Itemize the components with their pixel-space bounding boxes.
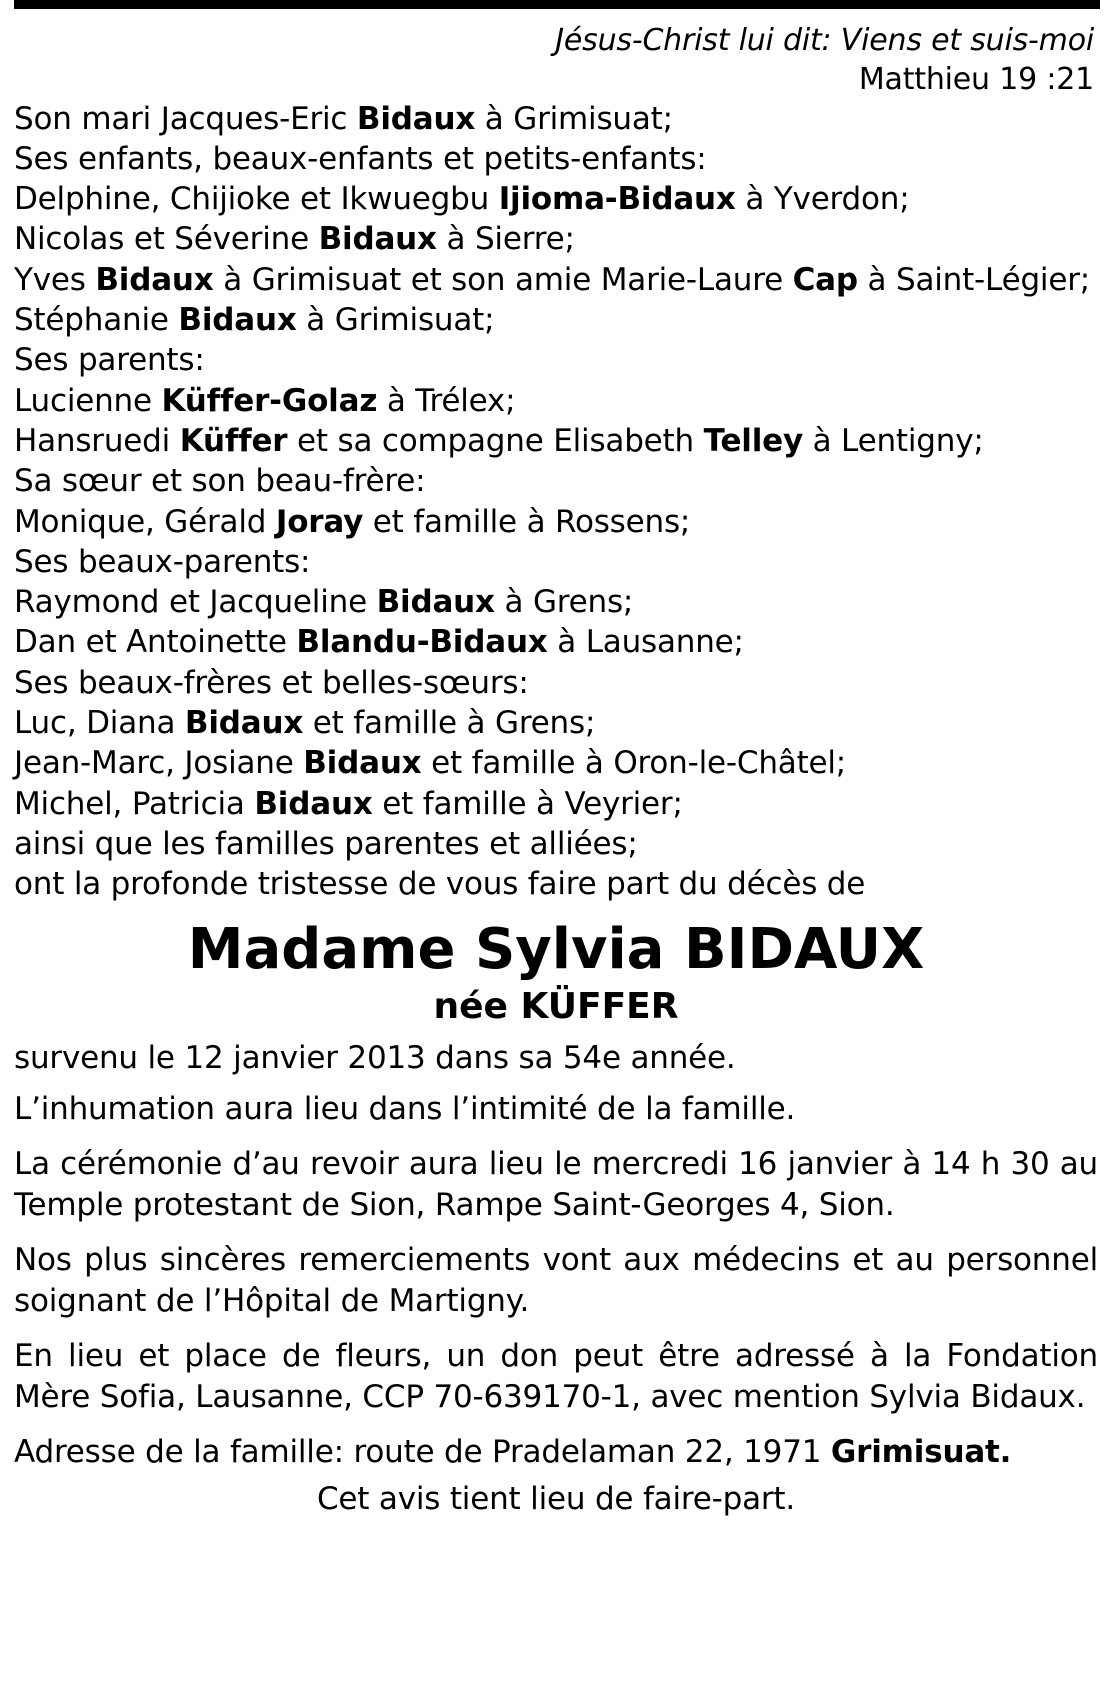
- siblings-in-law-line-1-suffix: et famille à Grens;: [303, 705, 596, 742]
- children-line-3-suffix-2: à Saint-Légier;: [857, 261, 1090, 298]
- in-laws-line-1-suffix: à Grens;: [494, 584, 634, 621]
- children-line-3: [14, 260, 1098, 300]
- footer-line: Cet avis tient lieu de faire-part.: [316, 1480, 796, 1517]
- epigraph-quote: Jésus-Christ lui dit: Viens et suis-moi: [555, 23, 1094, 58]
- in-laws-line-2-surname: Blandu-Bidaux: [296, 624, 548, 661]
- in-laws-line-1-prefix: Raymond et Jacqueline: [14, 584, 377, 621]
- donations-paragraph: En lieu et place de fleurs, un don peut être adressé à la Fondation Mère Sofia, Lausanne, CCP 70-639170-1, avec mention Sylvia Bidaux.: [14, 1337, 1098, 1415]
- children-line-2-suffix: à Sierre;: [436, 221, 575, 258]
- siblings-in-law-heading: Ses beaux-frères et belles-sœurs:: [14, 664, 529, 701]
- in-laws-line-2-prefix: Dan et Antoinette: [14, 624, 297, 661]
- children-line-2: [14, 219, 1098, 259]
- siblings-in-law-closing: ainsi que les familles parentes et alliées;: [14, 825, 638, 862]
- siblings-in-law-line-3-surname: Bidaux: [254, 785, 373, 822]
- top-rule-divider: [14, 0, 1100, 9]
- children-line-1-surname: Ijioma-Bidaux: [498, 181, 736, 218]
- in-laws-line-2: [14, 622, 1098, 662]
- children-line-3-prefix: Yves: [14, 261, 96, 298]
- husband-prefix: Son mari Jacques-Eric: [14, 100, 357, 137]
- parents-line-1-surname: Küffer-Golaz: [161, 382, 378, 419]
- parents-line-2: [14, 421, 1098, 461]
- children-line-2-prefix: Nicolas et Séverine: [14, 221, 319, 258]
- parents-line-2-prefix: Hansruedi: [14, 422, 180, 459]
- sister-line-1: [14, 502, 1098, 542]
- sister-line-1-prefix: Monique, Gérald: [14, 503, 276, 540]
- parents-line-2-suffix-2: à Lentigny;: [802, 422, 984, 459]
- siblings-in-law-line-2: [14, 743, 1098, 783]
- children-line-1-prefix: Delphine, Chijioke et Ikwuegbu: [14, 181, 499, 218]
- in-laws-line-1-surname: Bidaux: [376, 584, 495, 621]
- children-line-3-surname: Bidaux: [95, 261, 214, 298]
- deceased-name: Madame Sylvia BIDAUX: [187, 916, 925, 982]
- children-line-1: [14, 179, 1098, 219]
- children-heading: Ses enfants, beaux-enfants et petits-enfants:: [14, 140, 707, 177]
- parents-line-1: [14, 381, 1098, 421]
- death-date-line: survenu le 12 janvier 2013 dans sa 54e année.: [14, 1040, 736, 1077]
- family-address-line: [14, 1432, 1098, 1473]
- sister-line-1-suffix: et famille à Rossens;: [363, 503, 691, 540]
- children-line-1-suffix: à Yverdon;: [735, 181, 910, 218]
- children-line-4-surname: Bidaux: [178, 302, 297, 339]
- parents-line-1-suffix: à Trélex;: [377, 382, 516, 419]
- announcement-line: ont la profonde tristesse de vous faire part du décès de: [14, 866, 866, 903]
- burial-line: L’inhumation aura lieu dans l’intimité de la famille.: [14, 1091, 796, 1128]
- siblings-in-law-line-3-suffix: et famille à Veyrier;: [372, 785, 683, 822]
- children-line-3-suffix: à Grimisuat et son amie Marie-Laure: [213, 261, 793, 298]
- siblings-in-law-line-1: [14, 703, 1098, 743]
- parents-line-1-prefix: Lucienne: [14, 382, 162, 419]
- epigraph-reference: Matthieu 19 :21: [858, 61, 1094, 97]
- husband-suffix: à Grimisuat;: [475, 100, 673, 137]
- siblings-in-law-line-3-prefix: Michel, Patricia: [14, 785, 255, 822]
- in-laws-line-2-suffix: à Lausanne;: [547, 624, 744, 661]
- children-line-4-suffix: à Grimisuat;: [296, 302, 495, 339]
- siblings-in-law-line-1-surname: Bidaux: [184, 705, 304, 742]
- children-line-2-surname: Bidaux: [318, 221, 437, 258]
- children-line-3-surname-2: Cap: [792, 261, 858, 298]
- parents-line-2-surname-2: Telley: [703, 422, 803, 459]
- sister-heading: Sa sœur et son beau-frère:: [14, 463, 426, 500]
- parents-heading: Ses parents:: [14, 342, 205, 379]
- family-address-prefix: Adresse de la famille: route de Pradelaman 22, 1971: [14, 1433, 831, 1470]
- ceremony-paragraph: La cérémonie d’au revoir aura lieu le mercredi 16 janvier à 14 h 30 au Temple protestant de Sion, Rampe Saint-Georges 4, Sion.: [14, 1146, 1098, 1224]
- husband-line: [14, 99, 1098, 139]
- siblings-in-law-line-2-surname: Bidaux: [303, 745, 422, 782]
- children-line-4-prefix: Stéphanie: [14, 302, 179, 339]
- parents-line-2-suffix: et sa compagne Elisabeth: [287, 422, 704, 459]
- husband-surname: Bidaux: [356, 100, 476, 137]
- thanks-paragraph: Nos plus sincères remerciements vont aux médecins et au personnel soignant de l’Hôpital de Martigny.: [14, 1242, 1098, 1319]
- in-laws-heading: Ses beaux-parents:: [14, 543, 311, 580]
- family-address-place: Grimisuat.: [830, 1433, 1012, 1470]
- siblings-in-law-line-3: [14, 784, 1098, 824]
- siblings-in-law-line-2-suffix: et famille à Oron-le-Châtel;: [421, 745, 847, 782]
- deceased-maiden-name: née KÜFFER: [433, 986, 679, 1028]
- siblings-in-law-line-1-prefix: Luc, Diana: [14, 705, 185, 742]
- children-line-4: [14, 300, 1098, 340]
- sister-line-1-surname: Joray: [275, 503, 364, 540]
- siblings-in-law-line-2-prefix: Jean-Marc, Josiane: [14, 745, 304, 782]
- in-laws-line-1: [14, 582, 1098, 622]
- parents-line-2-surname: Küffer: [179, 422, 288, 459]
- epigraph: [14, 23, 1094, 99]
